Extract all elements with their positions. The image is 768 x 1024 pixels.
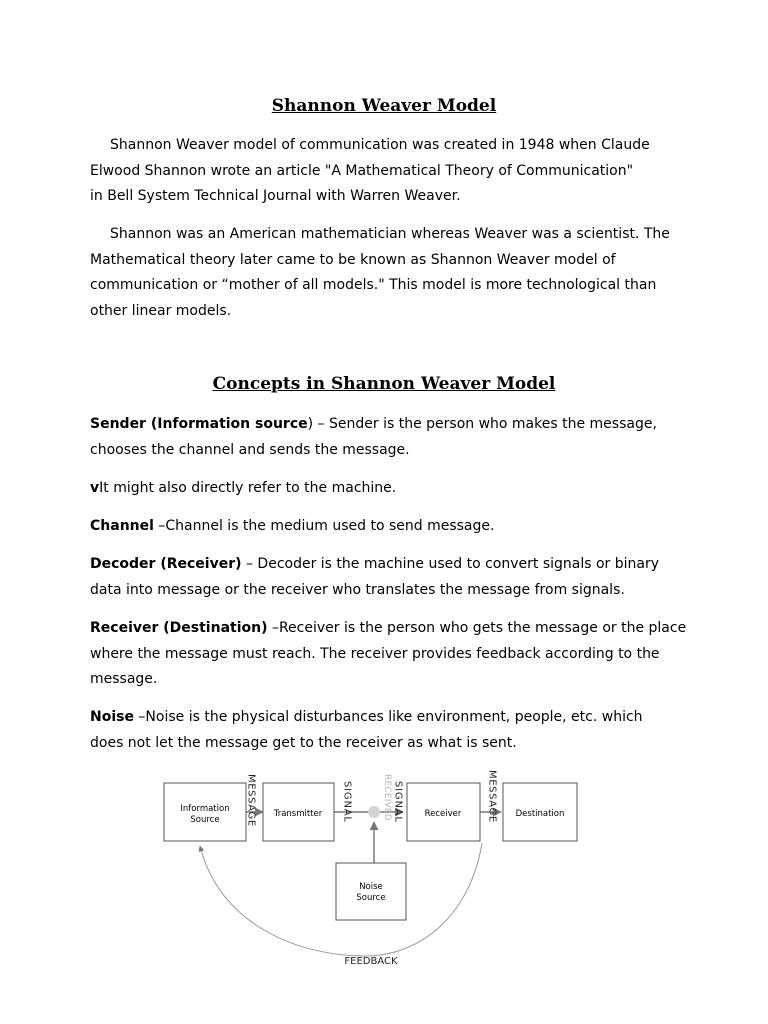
machine-note-text: It might also directly refer to the machine. bbox=[99, 480, 397, 496]
noise-source-label-2: Source bbox=[356, 893, 386, 903]
decoder-text-line-2: data into message or the receiver who translates the message from signals. bbox=[90, 581, 625, 598]
sender-text: ) – Sender is the person who makes the message, bbox=[307, 416, 657, 432]
intro-paragraph bbox=[90, 133, 690, 210]
channel-definition bbox=[90, 514, 690, 540]
destination-label: Destination bbox=[515, 809, 565, 819]
intro-line-1: Shannon Weaver model of communication was created in 1948 when Claude bbox=[110, 137, 650, 153]
receiver-text-line-3: message. bbox=[90, 671, 158, 687]
sender-definition bbox=[90, 412, 690, 463]
receiver-text: –Receiver is the person who gets the message or the place bbox=[267, 620, 687, 636]
bio-line-4: other linear models. bbox=[90, 302, 232, 319]
bio-line-3: communication or “mother of all models." This model is more technological than bbox=[90, 277, 657, 293]
bio-line-2: Mathematical theory later came to be known as Shannon Weaver model of bbox=[90, 251, 616, 268]
signal-label-left: SIGNAL bbox=[341, 781, 353, 823]
noise-term: Noise bbox=[90, 709, 134, 725]
channel-text: –Channel is the medium used to send message. bbox=[153, 518, 495, 534]
page-title: Shannon Weaver Model bbox=[271, 96, 497, 116]
noise-text-line-2: does not let the message get to the receiver as what is sent. bbox=[90, 734, 517, 751]
channel-term: Channel bbox=[90, 518, 154, 534]
bio-line-1: Shannon was an American mathematician whereas Weaver was a scientist. The bbox=[110, 226, 670, 242]
transmitter-label: Transmitter bbox=[273, 809, 323, 819]
shannon-weaver-diagram bbox=[150, 766, 620, 972]
intro-line-2: Elwood Shannon wrote an article "A Mathematical Theory of Communication" bbox=[90, 162, 634, 179]
concepts-heading: Concepts in Shannon Weaver Model bbox=[212, 374, 556, 394]
machine-note bbox=[90, 476, 690, 502]
decoder-text: – Decoder is the machine used to convert signals or binary bbox=[241, 556, 660, 572]
information-source-label-1: Information bbox=[180, 804, 230, 814]
received-label: RECEIVED bbox=[382, 774, 392, 821]
bio-paragraph bbox=[90, 222, 690, 324]
signal-label-right: SIGNAL bbox=[392, 781, 404, 823]
sender-text-line-2: chooses the channel and sends the message. bbox=[90, 441, 410, 458]
receiver-text-line-2: where the message must reach. The receiver provides feedback according to the bbox=[90, 645, 660, 662]
bullet-mark: v bbox=[90, 480, 100, 496]
intro-line-3: in Bell System Technical Journal with Warren Weaver. bbox=[90, 188, 461, 204]
feedback-label: FEEDBACK bbox=[344, 956, 398, 967]
message-label-left: MESSAGE bbox=[245, 774, 257, 827]
decoder-term: Decoder (Receiver) bbox=[90, 556, 242, 572]
sender-term: Sender (Information source bbox=[90, 416, 308, 432]
noise-text: –Noise is the physical disturbances like environment, people, etc. which bbox=[133, 709, 643, 725]
noise-junction-icon bbox=[368, 806, 380, 818]
message-label-right: MESSAGE bbox=[486, 770, 498, 823]
decoder-definition bbox=[90, 552, 690, 603]
receiver-term: Receiver (Destination) bbox=[90, 620, 268, 636]
receiver-definition bbox=[90, 616, 690, 693]
noise-definition bbox=[90, 705, 690, 756]
noise-source-label-1: Noise bbox=[359, 882, 383, 892]
receiver-label: Receiver bbox=[424, 809, 462, 819]
information-source-label-2: Source bbox=[190, 815, 220, 825]
